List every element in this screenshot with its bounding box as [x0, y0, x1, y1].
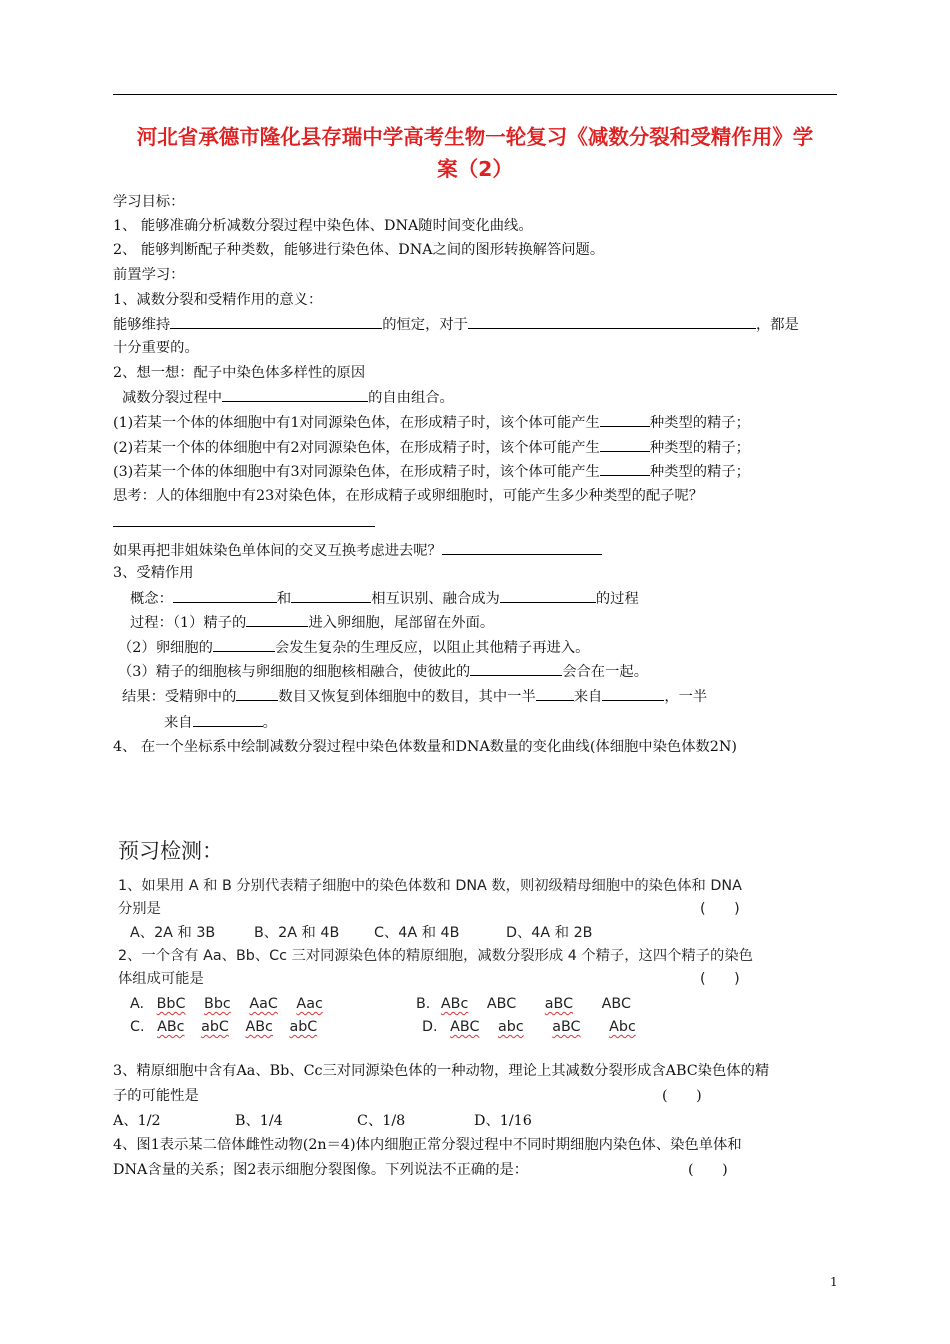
test-1-line-1: 1、如果用 A 和 B 分别代表精子细胞中的染色体数和 DNA 数，则初级精母细胞中的染色体和 DNA: [118, 878, 742, 894]
fill-blank[interactable]: [536, 686, 574, 701]
test-2-line-2: 体组成可能是: [118, 971, 204, 987]
objectives-heading: 学习目标：: [113, 194, 185, 210]
section-4-task: 4、 在一个坐标系中绘制减数分裂过程中染色体数量和DNA数量的变化曲线(体细胞中染色体数2N): [113, 739, 737, 755]
fill-blank[interactable]: [193, 712, 263, 727]
fill-blank[interactable]: [470, 661, 562, 676]
answer-paren[interactable]: ( ): [700, 901, 740, 917]
question-2: (2)若某一个体的体细胞中有2对同源染色体，在形成精子时，该个体可能产生 种类型的精子；: [113, 437, 750, 458]
test-3-option-c: C、1/8: [357, 1113, 406, 1129]
preview-test-heading: 预习检测：: [118, 839, 223, 863]
test-3-option-b: B、1/4: [235, 1113, 283, 1129]
fill-blank[interactable]: [236, 686, 278, 701]
fill-blank[interactable]: [113, 512, 375, 527]
test-2-option-c: C. ABc abC ABc abC: [130, 1019, 318, 1035]
question-1: (1)若某一个体的体细胞中有1对同源染色体，在形成精子时，该个体可能产生 种类型的精子；: [113, 412, 750, 433]
section-1-line-2: 十分重要的。: [113, 340, 199, 356]
fertilization-process-3: （3）精子的细胞核与卵细胞的细胞核相融合，使彼此的 会合在一起。: [118, 661, 648, 682]
fertilization-concept: 概念： 和 相互识别、融合成为 的过程: [130, 588, 639, 609]
answer-paren[interactable]: ( ): [700, 971, 740, 987]
test-2-line-1: 2、一个含有 Aa、Bb、Cc 三对同源染色体的精原细胞，减数分裂形成 4 个精子，这四个精子的染色: [118, 948, 753, 964]
fill-blank[interactable]: [222, 387, 368, 402]
section-3-heading: 3、受精作用: [113, 565, 194, 581]
answer-paren[interactable]: ( ): [662, 1088, 702, 1104]
fill-blank[interactable]: [246, 612, 308, 627]
think-question: 思考：人的体细胞中有23对染色体，在形成精子或卵细胞时，可能产生多少种类型的配子呢？: [113, 488, 704, 504]
section-2-line: 减数分裂过程中 的自由组合。: [122, 387, 454, 408]
crossover-question: 如果再把非姐妹染色单体间的交叉互换考虑进去呢？: [113, 540, 602, 561]
page-number: 1: [830, 1275, 838, 1289]
objective-1: 1、 能够准确分析减数分裂过程中染色体、DNA随时间变化曲线。: [113, 218, 533, 234]
test-1-option-d: D、4A 和 2B: [506, 925, 593, 941]
test-2-option-d: D. ABC abc aBC Abc: [422, 1019, 636, 1035]
test-1-option-b: B、2A 和 4B: [254, 925, 340, 941]
test-1-line-2: 分别是: [118, 901, 161, 917]
fill-blank[interactable]: [600, 461, 650, 476]
test-1-option-a: A、2A 和 3B: [130, 925, 216, 941]
test-3-line-2: 子的可能性是: [113, 1088, 199, 1104]
fill-blank[interactable]: [170, 314, 382, 329]
section-1-line: 能够维持 的恒定，对于 ，都是: [113, 314, 799, 335]
fertilization-process-1: 过程：（1）精子的 进入卵细胞，尾部留在外面。: [130, 612, 494, 633]
pre-study-heading: 前置学习：: [113, 267, 185, 283]
fertilization-process-2: （2）卵细胞的 会发生复杂的生理反应，以阻止其他精子再进入。: [118, 637, 589, 658]
fill-blank[interactable]: [173, 588, 277, 603]
test-4-line-1: 4、图1表示某二倍体雌性动物(2n＝4)体内细胞正常分裂过程中不同时期细胞内染色体、染色单体和: [113, 1137, 742, 1153]
fill-blank[interactable]: [213, 637, 275, 652]
test-3-option-a: A、1/2: [113, 1113, 161, 1129]
header-rule: [113, 94, 837, 95]
test-1-option-c: C、4A 和 4B: [374, 925, 460, 941]
fill-blank[interactable]: [602, 686, 664, 701]
fill-blank[interactable]: [600, 437, 650, 452]
think-answer-line: [113, 512, 375, 533]
section-1-heading: 1、减数分裂和受精作用的意义：: [113, 292, 323, 308]
title-line-2: 案（2）: [437, 157, 513, 181]
test-4-line-2: DNA含量的关系；图2表示细胞分裂图像。下列说法不正确的是：: [113, 1162, 529, 1178]
objective-2: 2、 能够判断配子种类数，能够进行染色体、DNA之间的图形转换解答问题。: [113, 242, 605, 258]
fill-blank[interactable]: [442, 540, 602, 555]
test-2-option-b: B. ABc ABC aBC ABC: [416, 996, 631, 1012]
fill-blank[interactable]: [468, 314, 756, 329]
fill-blank[interactable]: [500, 588, 596, 603]
title-line-1: 河北省承德市隆化县存瑞中学高考生物一轮复习《减数分裂和受精作用》学: [136, 125, 814, 149]
fertilization-result: 结果：受精卵中的 数目又恢复到体细胞中的数目，其中一半 来自 ，一半: [122, 686, 707, 707]
answer-paren[interactable]: ( ): [688, 1162, 728, 1178]
fertilization-result-2: 来自 。: [164, 712, 277, 733]
test-3-line-1: 3、精原细胞中含有Aa、Bb、Cc三对同源染色体的一种动物，理论上其减数分裂形成含ABC染色体的精: [113, 1063, 770, 1079]
question-3: (3)若某一个体的体细胞中有3对同源染色体，在形成精子时，该个体可能产生 种类型的精子；: [113, 461, 750, 482]
fill-blank[interactable]: [291, 588, 371, 603]
fill-blank[interactable]: [600, 412, 650, 427]
test-2-option-a: A. BbC Bbc AaC Aac: [130, 996, 323, 1012]
section-2-heading: 2、想一想：配子中染色体多样性的原因: [113, 365, 366, 381]
test-3-option-d: D、1/16: [474, 1113, 532, 1129]
